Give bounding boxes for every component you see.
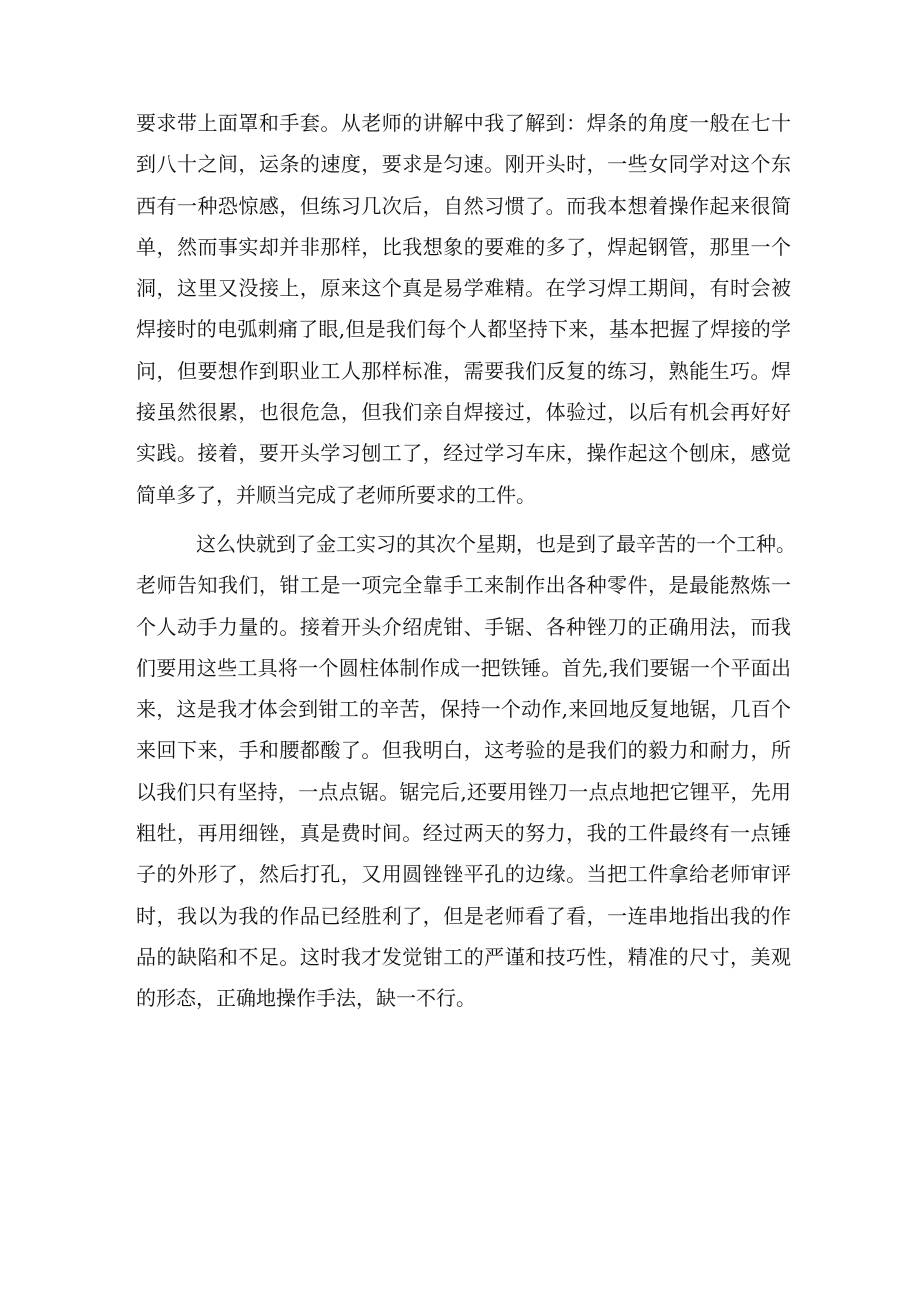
- text-line: 要求带上面罩和手套。从老师的讲解中我了解到：焊条的角度一般在七十: [136, 111, 791, 135]
- text-line: 简单多了，并顺当完成了老师所要求的工件。: [136, 482, 536, 507]
- text-line: 这么快就到了金工实习的其次个星期，也是到了最辛苦的一个工种。: [196, 531, 796, 556]
- text-line: 的形态，正确地操作手法，缺一不行。: [136, 986, 476, 1011]
- text-line: 们要用这些工具将一个圆柱体制作成一把铁锤。首先,我们要锯一个平面出: [136, 655, 791, 680]
- paragraph-2: [136, 524, 796, 1020]
- text-line: 粗牡，再用细锉，真是费时间。经过两天的努力，我的工件最终有一点锤: [136, 821, 791, 846]
- text-line: 个人动手力量的。接着开头介绍虎钳、手锯、各种锉刀的正确用法，而我: [136, 614, 791, 639]
- document-body: [136, 103, 796, 1020]
- text-line: 接虽然很累，也很危急，但我们亲自焊接过，体验过，以后有机会再好好: [136, 400, 791, 425]
- text-line: 来，这是我才体会到钳工的辛苦，保持一个动作,来回地反复地锯，几百个: [136, 697, 791, 722]
- text-line: 品的缺陷和不足。这时我才发觉钳工的严谨和技巧性，精准的尺寸，美观: [136, 944, 791, 969]
- paragraph-1: [136, 103, 791, 516]
- text-line: 实践。接着，要开头学习刨工了，经过学习车床，操作起这个刨床，感觉: [136, 441, 791, 466]
- text-line: 来回下来，手和腰都酸了。但我明白，这考验的是我们的毅力和耐力，所: [136, 738, 791, 763]
- text-line: 单，然而事实却并非那样，比我想象的要难的多了，焊起钢管，那里一个: [136, 234, 791, 259]
- text-line: 焊接时的电弧刺痛了眼,但是我们每个人都坚持下来，基本把握了焊接的学: [136, 317, 791, 342]
- text-line: 西有一种恐惊感，但练习几次后，自然习惯了。而我本想着操作起来很简: [136, 193, 791, 218]
- text-line: 到八十之间，运条的速度，要求是匀速。刚开头时，一些女同学对这个东: [136, 152, 791, 177]
- text-line: 时，我以为我的作品已经胜利了，但是老师看了看，一连串地指出我的作: [136, 903, 791, 928]
- text-line: 以我们只有坚持，一点点锯。锯完后,还要用锉刀一点点地把它锂平，先用: [136, 779, 791, 804]
- text-line: 洞，这里又没接上，原来这个真是易学难精。在学习焊工期间，有时会被: [136, 276, 791, 301]
- text-line: 子的外形了，然后打孔，又用圆锉锉平孔的边缘。当把工件拿给老师审评: [136, 862, 791, 887]
- paragraph-gap: [136, 516, 791, 524]
- text-line: 老师告知我们，钳工是一项完全靠手工来制作出各种零件，是最能熬炼一: [136, 573, 791, 598]
- text-line: 问，但要想作到职业工人那样标准，需要我们反复的练习，熟能生巧。焊: [136, 358, 791, 383]
